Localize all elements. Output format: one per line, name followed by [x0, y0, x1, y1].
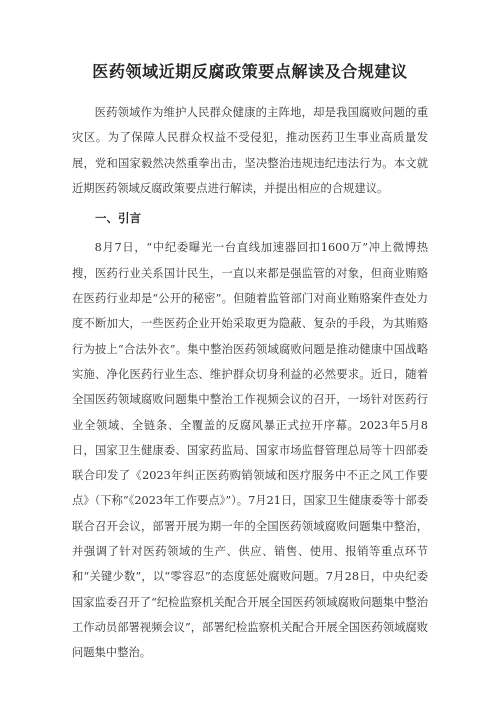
section-1-paragraph: 8月7日，“中纪委曝光一台直线加速器回扣1600万”冲上微博热搜，医药行业关系国计民生，一直以来都是强监管的对象，但商业贿赂在医药行业却是“公开的秘密”。但随着监管部门对商业贿赂案件查处力度不断加大，一些医药企业开始采取更为隐蔽、复杂的手段，为其贿赂行为披上“合法外衣”。集中整治医药领域腐败问题是推动健康中国战略实施、净化医药行业生态、维护群众切身利益的必然要求。近日，随着全国医药领域腐败问题集中整治工作视频会议的召开，一场针对医药行业全领域、全链条、全覆盖的反腐风暴正式拉开序幕。2023年5月8日，国家卫生健康委、国家药监局、国家市场监督管理总局等十四部委联合印发了《2023年纠正医药购销领域和医疗服务中不正之风工作要点》（下称“《2023年工作要点》”）。7月21日，国家卫生健康委等十部委联合召开会议，部署开展为期一年的全国医药领域腐败问题集中整治，并强调了针对医药领域的生产、供应、销售、使用、报销等重点环节和“关键少数”，以“零容忍”的态度惩处腐败问题。7月28日，中央纪委国家监委召开了“纪检监察机关配合开展全国医药领域腐败问题集中整治工作动员部署视频会议”，部署纪检监察机关配合开展全国医药领域腐败问题集中整治。: [72, 241, 428, 660]
section-heading-introduction: 一、引言: [95, 211, 141, 226]
document-title: 医药领域近期反腐政策要点解读及合规建议: [92, 62, 408, 81]
intro-paragraph: 医药领域作为维护人民群众健康的主阵地，却是我国腐败问题的重灾区。为了保障人民群众权益不受侵犯，推动医药卫生事业高质量发展，党和国家毅然决然重拳出击，坚决整治违规违纪违法行为。本文就近期医药领域反腐政策要点进行解读，并提出相应的合规建议。: [72, 106, 428, 195]
